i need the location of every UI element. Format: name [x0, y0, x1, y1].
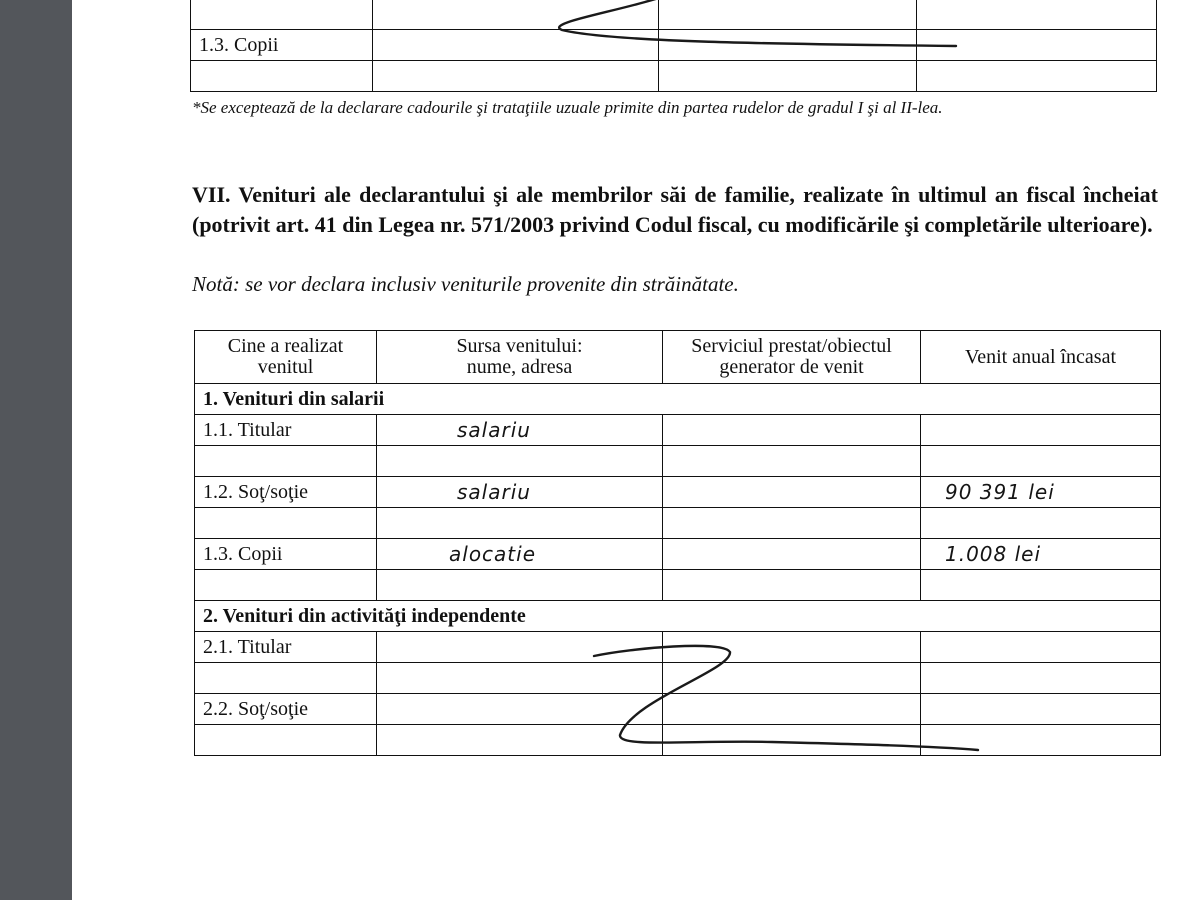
document-page	[72, 0, 1200, 900]
table-row	[195, 477, 1161, 508]
income-source: alocatie	[377, 539, 663, 570]
table-row	[191, 61, 1157, 92]
row-label: 2.1. Titular	[195, 632, 377, 663]
row-label: 1.2. Soţ/soţie	[195, 477, 377, 508]
section-heading-salaries: 1. Venituri din salarii	[195, 384, 1161, 415]
row-label: 1.1. Titular	[195, 415, 377, 446]
table-row	[195, 663, 1161, 694]
header-service: Serviciul prestat/obiectul generator de venit	[663, 331, 921, 384]
table-row	[195, 694, 1161, 725]
row-label: 2.2. Soţ/soţie	[195, 694, 377, 725]
section-heading-independent: 2. Venituri din activităţi independente	[195, 601, 1161, 632]
table-row	[195, 725, 1161, 756]
section-title: VII. Venituri ale declarantului şi ale membrilor săi de familie, realizate în ultimul an fiscal încheiat (potrivit art. 41 din Legea nr. 571/2003 privind Codul fiscal, cu modificările şi completările ulterioare).	[192, 182, 1158, 237]
row-label-children: 1.3. Copii	[191, 30, 373, 61]
section-note: Notă: se vor declara inclusiv veniturile provenite din străinătate.	[192, 272, 739, 296]
service-cell	[663, 539, 921, 570]
income-table	[194, 330, 1161, 756]
header-income: Venit anual încasat	[921, 331, 1161, 384]
table-row	[195, 570, 1161, 601]
row-label: 1.3. Copii	[195, 539, 377, 570]
income-amount: 1.008 lei	[921, 539, 1161, 570]
table-row	[195, 539, 1161, 570]
table-row	[191, 0, 1157, 30]
table-row	[195, 508, 1161, 539]
table-row	[195, 446, 1161, 477]
income-amount: 90 391 lei	[921, 477, 1161, 508]
gifts-table	[190, 0, 1157, 92]
income-source: salariu	[377, 477, 663, 508]
footnote: *Se exceptează de la declarare cadourile şi trataţiile uzuale primite din partea rudelor de gradul I şi al II-lea.	[192, 98, 943, 117]
table-row	[191, 30, 1157, 61]
table-row	[195, 632, 1161, 663]
section-row-independent	[195, 601, 1161, 632]
header-source: Sursa venitului: nume, adresa	[377, 331, 663, 384]
income-source: salariu	[377, 415, 663, 446]
table-row	[195, 415, 1161, 446]
service-cell	[663, 477, 921, 508]
viewer-side-margin	[0, 0, 72, 900]
income-amount	[921, 415, 1161, 446]
service-cell	[663, 415, 921, 446]
section-row-salaries	[195, 384, 1161, 415]
header-who: Cine a realizat venitul	[195, 331, 377, 384]
table-header-row	[195, 331, 1161, 384]
